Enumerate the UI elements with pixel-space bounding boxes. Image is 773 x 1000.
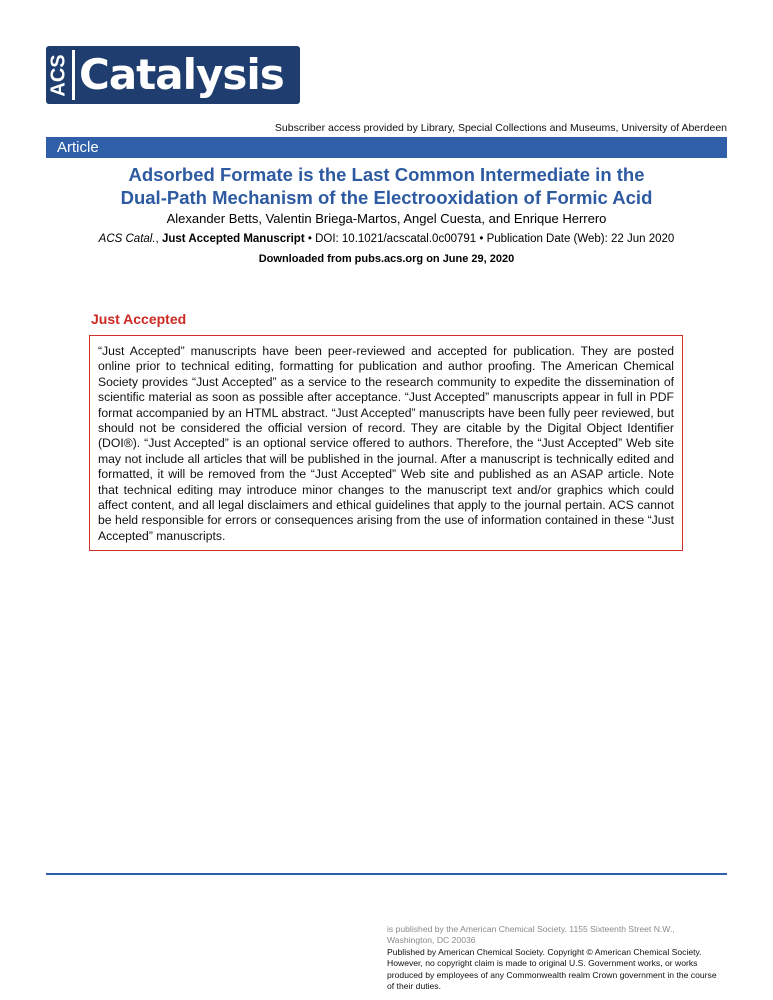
logo-journal-name: Catalysis bbox=[79, 50, 284, 99]
citation-status: Just Accepted Manuscript bbox=[161, 233, 305, 245]
footer-copyright-line-3: produced by employees of any Commonwealth realm Crown government in the course bbox=[387, 969, 717, 980]
footer-copyright-line-2: However, no copyright claim is made to original U.S. Government works, or works bbox=[387, 958, 698, 969]
downloaded-line: Downloaded from pubs.acs.org on June 29, 2020 bbox=[258, 253, 515, 265]
citation-separator: , bbox=[155, 233, 162, 245]
author-list: Alexander Betts, Valentin Briega-Martos, Angel Cuesta, and Enrique Herrero bbox=[166, 211, 607, 226]
logo-divider bbox=[72, 50, 75, 100]
citation-details: • DOI: 10.1021/acscatal.0c00791 • Publication Date (Web): 22 Jun 2020 bbox=[304, 233, 675, 245]
just-accepted-heading: Just Accepted bbox=[91, 311, 187, 327]
title-line-2: Dual-Path Mechanism of the Electrooxidation of Formic Acid bbox=[120, 187, 653, 208]
journal-logo bbox=[46, 46, 300, 104]
just-accepted-notice-box bbox=[89, 335, 683, 551]
logo-acs-mark bbox=[46, 46, 72, 104]
footer-copyright-line-4: of their duties. bbox=[387, 981, 441, 992]
footer-address-line-1: is published by the American Chemical Society. 1155 Sixteenth Street N.W., bbox=[387, 924, 675, 934]
footer-divider bbox=[46, 873, 727, 875]
title-line-1: Adsorbed Formate is the Last Common Intermediate in the bbox=[128, 164, 645, 185]
publisher-footer bbox=[387, 924, 732, 992]
notice-text: “Just Accepted” manuscripts have been peer-reviewed and accepted for publication. They are posted online prior to technical editing, formatting for publication and author proofing. The American Chemical Society provides “Just Accepted” as a service to the research community to expedite the dissemination of scientific material as soon as possible after acceptance. “Just Accepted” manuscripts appear in full in PDF format accompanied by an HTML abstract. “Just Accepted” manuscripts have been fully peer reviewed, but should not be considered the official version of record. They are citable by the Digital Object Identifier (DOI®). “Just Accepted” is an optional service offered to authors. Therefore, the “Just Accepted” Web site may not include all articles that will be published in the journal. After a manuscript is technically edited and formatted, it will be removed from the “Just Accepted” Web site and published as an ASAP article. Note that technical editing may introduce minor changes to the manuscript text and/or graphics which could affect content, and all legal disclaimers and ethical guidelines that apply to the journal pertain. ACS cannot be held responsible for errors or consequences arising from the use of information contained in these “Just Accepted” manuscripts. bbox=[98, 344, 674, 543]
citation-journal: ACS Catal. bbox=[98, 233, 156, 245]
footer-address-line-2: Washington, DC 20036 bbox=[387, 935, 476, 946]
footer-copyright-line-1: Published by American Chemical Society. Copyright © American Chemical Society. bbox=[387, 946, 702, 957]
article-title bbox=[46, 163, 727, 209]
subscriber-access-line: Subscriber access provided by Library, Special Collections and Museums, University of Aberdeen bbox=[274, 122, 727, 134]
section-label-bar: Article bbox=[46, 137, 727, 158]
citation-line bbox=[46, 233, 727, 245]
logo-acs-text: ACS bbox=[47, 53, 70, 97]
